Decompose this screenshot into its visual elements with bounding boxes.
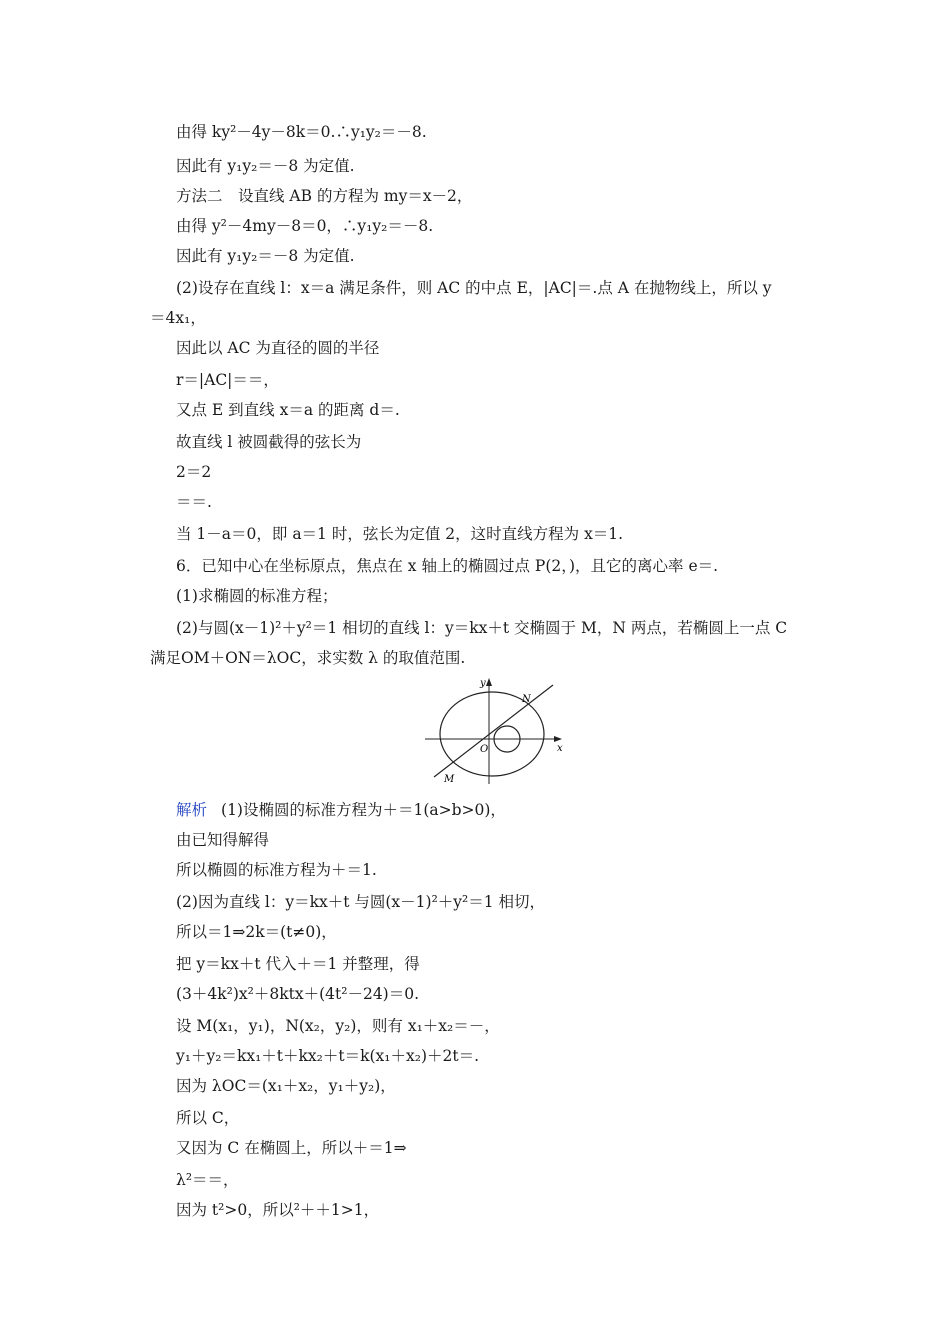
text-line: 满足OM＋ON＝λOC，求实数 λ 的取值范围.	[150, 649, 466, 667]
tangent-line	[434, 685, 553, 777]
text-line: ＝4x₁，	[150, 309, 206, 327]
solution-line: 设 M(x₁，y₁)，N(x₂，y₂)，则有 x₁＋x₂＝－，	[176, 1017, 500, 1035]
solution-line: (3＋4k²)x²＋8ktx＋(4t²－24)＝0.	[176, 985, 420, 1003]
y-axis-arrow	[486, 678, 492, 686]
text-line: (2)与圆(x－1)²＋y²＝1 相切的直线 l：y＝kx＋t 交椭圆于 M，N 两点，若椭圆上一点 C	[176, 619, 788, 637]
solution-label: 解析	[176, 801, 208, 819]
text-line: 当 1－a＝0，即 a＝1 时，弦长为定值 2，这时直线方程为 x＝1.	[176, 525, 624, 543]
x-axis-label: x	[557, 743, 563, 754]
solution-line: 所以椭圆的标准方程为＋＝1.	[176, 861, 377, 879]
origin-label: O	[480, 744, 489, 755]
x-axis-arrow	[554, 736, 562, 742]
solution-line: 因为 t²>0，所以²＋＋1>1，	[176, 1201, 380, 1219]
solution-text: (1)设椭圆的标准方程为＋＝1(a>b>0)，	[221, 801, 506, 819]
solution-line: 把 y＝kx＋t 代入＋＝1 并整理，得	[176, 955, 420, 973]
point-n-label: N	[522, 694, 531, 705]
text-line: 故直线 l 被圆截得的弦长为	[176, 433, 362, 451]
text-line: ＝＝.	[176, 493, 212, 511]
text-line: 因此有 y₁y₂＝－8 为定值.	[176, 157, 355, 175]
solution-line: y₁＋y₂＝kx₁＋t＋kx₂＋t＝k(x₁＋x₂)＋2t＝.	[176, 1047, 480, 1065]
text-line: (2)设存在直线 l：x＝a 满足条件，则 AC 的中点 E，|AC|＝.点 A 在抛物线上，所以 y	[176, 279, 772, 297]
y-axis-label: y	[480, 678, 486, 689]
text-line: r＝|AC|＝＝，	[176, 371, 279, 389]
solution-line: 因为 λOC＝(x₁＋x₂，y₁＋y₂)，	[176, 1077, 396, 1095]
solution-line: 又因为 C 在椭圆上，所以＋＝1⇒	[176, 1139, 407, 1157]
text-line: 又点 E 到直线 x＝a 的距离 d＝.	[176, 401, 400, 419]
text-line: 2＝2	[176, 463, 212, 481]
solution-line: 所以 C，	[176, 1109, 240, 1127]
text-line: 由得 y²－4my－8＝0，∴y₁y₂＝－8.	[176, 217, 434, 235]
text-line: 方法二 设直线 AB 的方程为 my＝x－2，	[176, 187, 473, 205]
solution-line: 由已知得解得	[176, 831, 270, 849]
text-line: 由得 ky²－4y－8k＝0.∴y₁y₂＝－8.	[176, 123, 427, 141]
text-line: 因此有 y₁y₂＝－8 为定值.	[176, 247, 355, 265]
problem-statement: 6．已知中心在坐标原点，焦点在 x 轴上的椭圆过点 P(2，)，且它的离心率 e＝.	[176, 557, 719, 575]
solution-line: 所以＝1⇒2k＝(t≠0)，	[176, 923, 337, 941]
text-line: 因此以 AC 为直径的圆的半径	[176, 339, 380, 357]
ellipse-figure	[420, 672, 570, 787]
solution-line: λ²＝＝，	[176, 1171, 239, 1189]
text-line: (1)求椭圆的标准方程；	[176, 587, 338, 605]
solution-line: (2)因为直线 l：y＝kx＋t 与圆(x－1)²＋y²＝1 相切，	[176, 893, 546, 911]
point-m-label: M	[444, 774, 455, 785]
solution-first-line	[176, 800, 506, 820]
